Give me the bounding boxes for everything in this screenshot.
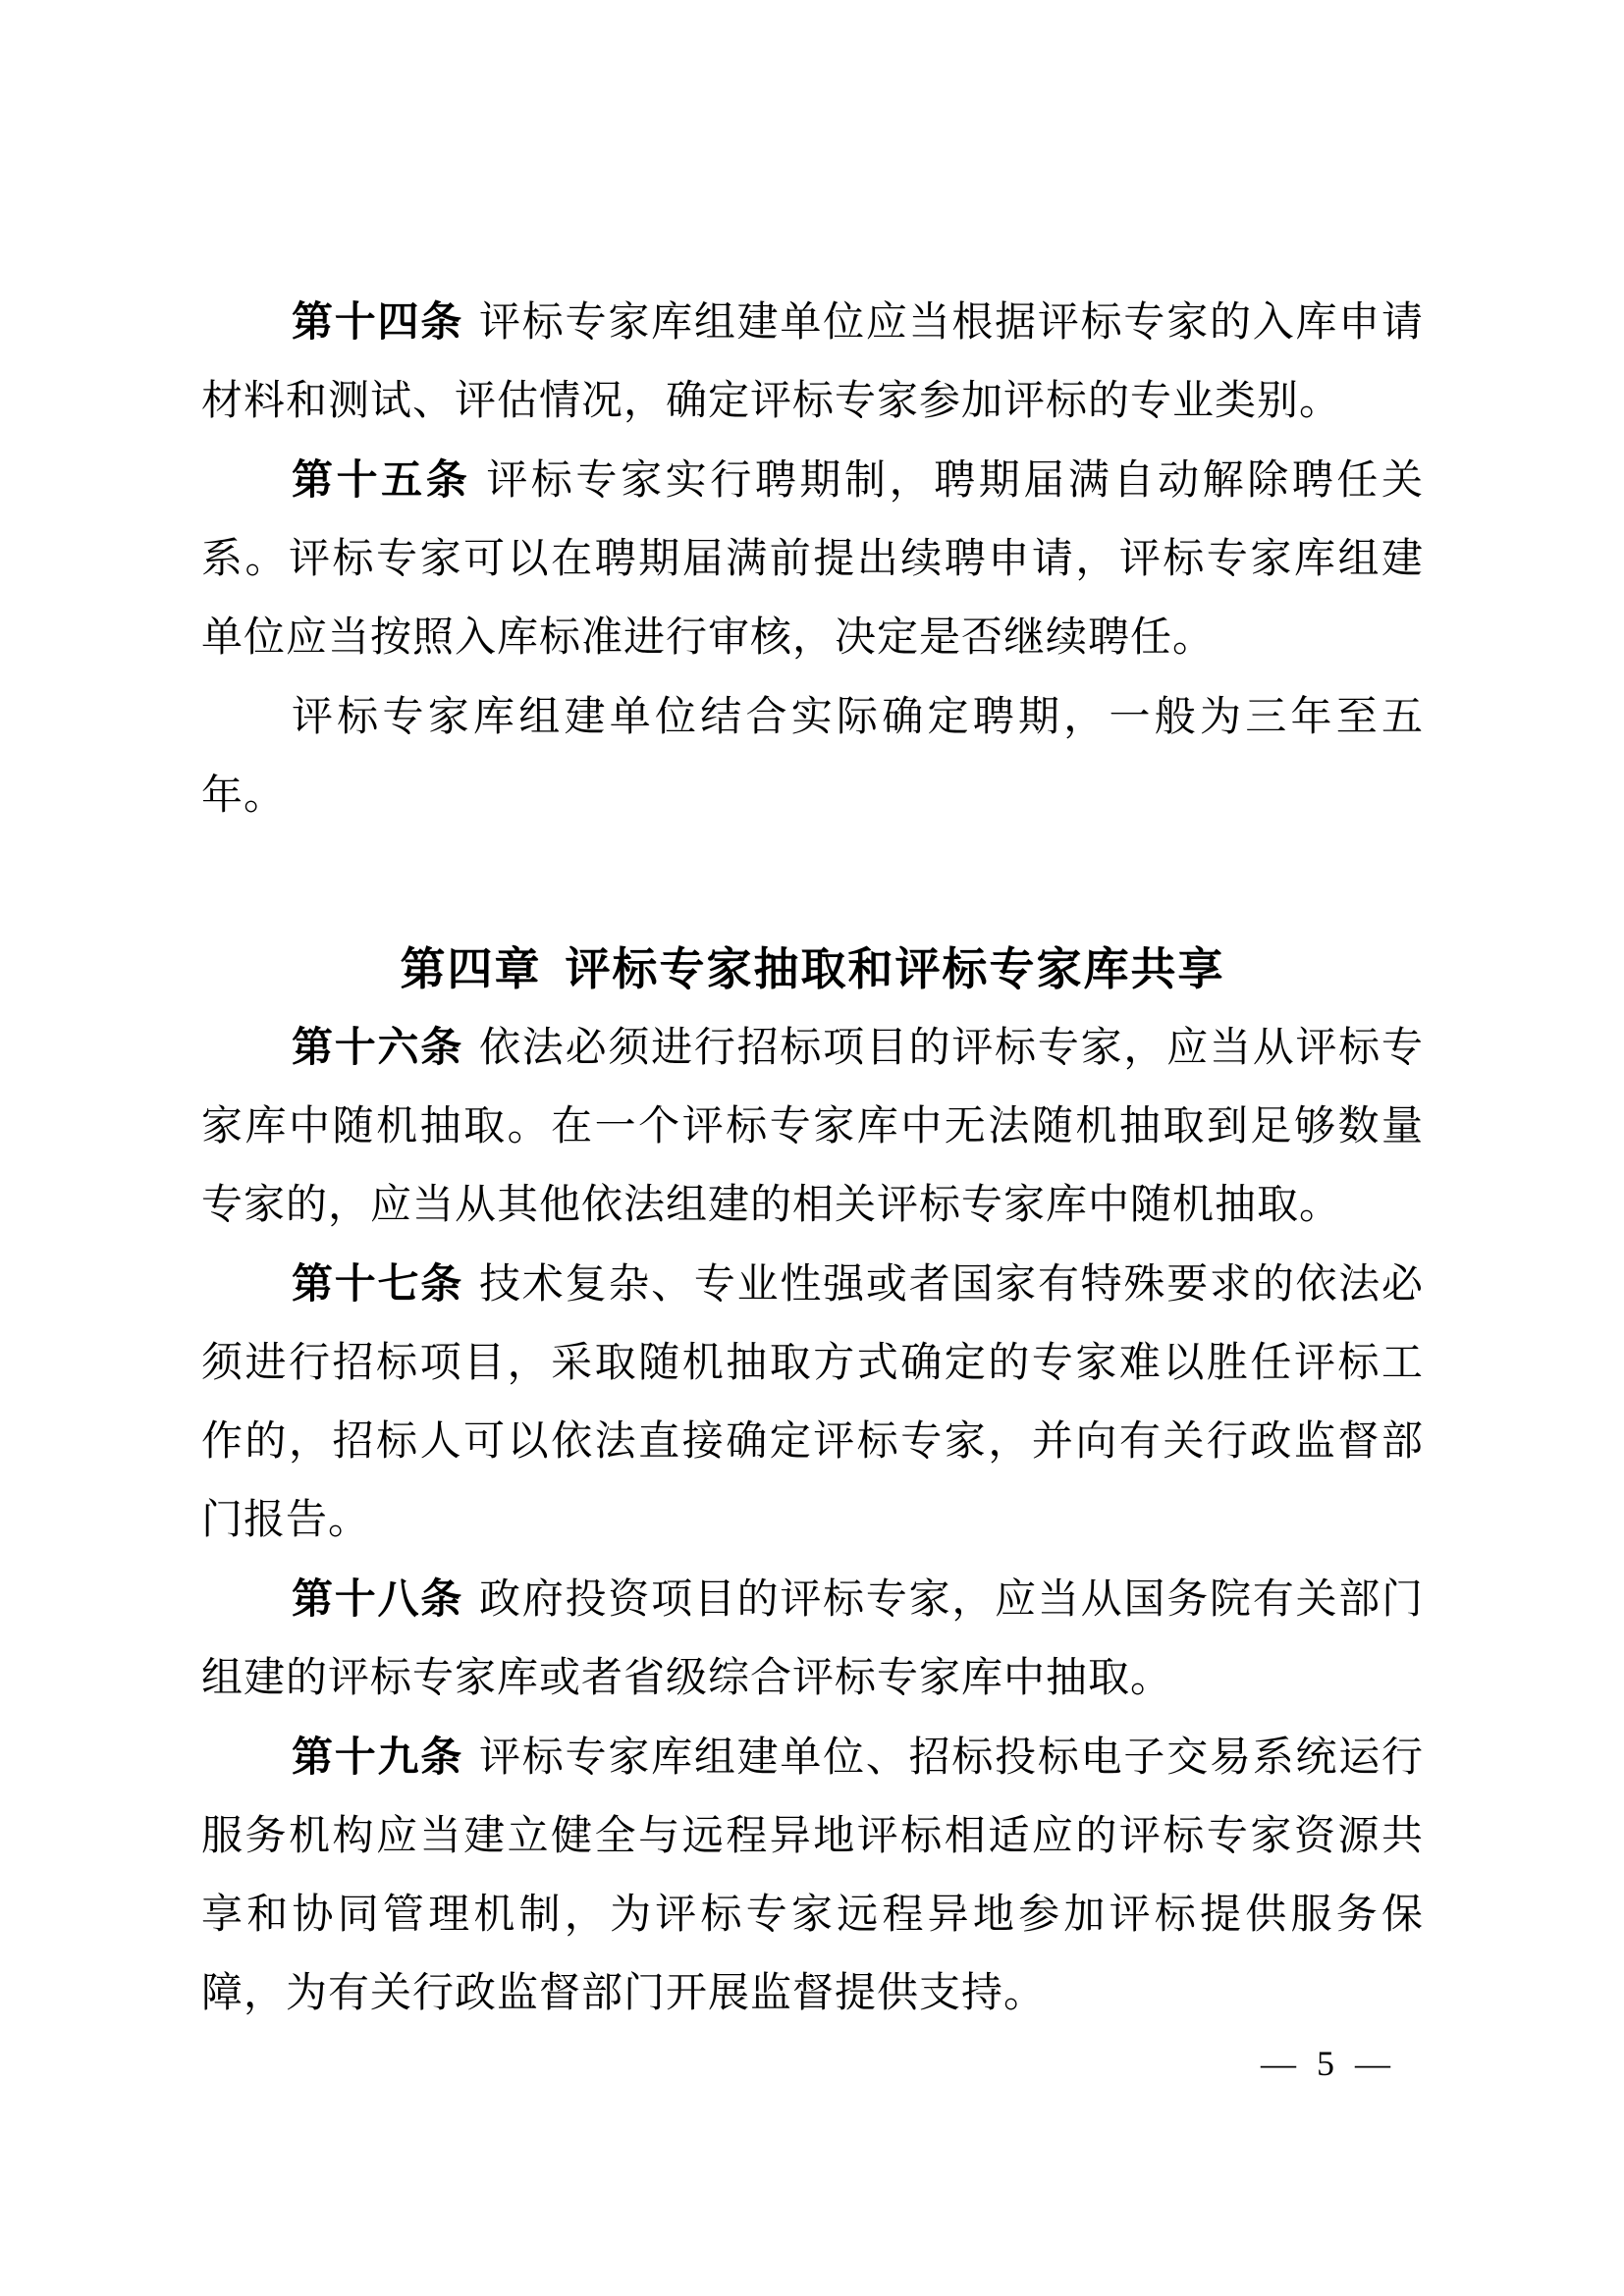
article-15-text: 评标专家实行聘期制，聘期届满自动解除聘任关系。评标专家可以在聘期届满前提出续聘申请，评标专家库组建单位应当按照入库标准进行审核，决定是否继续聘任。 [201, 458, 1424, 661]
article-17-paragraph [201, 1245, 1424, 1560]
article-14-number: 第十四条 [292, 298, 464, 345]
article-15-continuation-paragraph [201, 677, 1424, 835]
article-18-paragraph [201, 1560, 1424, 1718]
article-19-paragraph [201, 1718, 1424, 2033]
article-18-text: 政府投资项目的评标专家，应当从国务院有关部门组建的评标专家库或者省级综合评标专家库中抽取。 [201, 1577, 1424, 1701]
article-18-number: 第十八条 [292, 1575, 464, 1622]
article-15-continuation-text: 评标专家库组建单位结合实际确定聘期，一般为三年至五年。 [201, 695, 1424, 819]
article-16-paragraph [201, 1008, 1424, 1245]
article-17-text: 技术复杂、专业性强或者国家有特殊要求的依法必须进行招标项目，采取随机抽取方式确定的专家难以胜任评标工作的，招标人可以依法直接确定评标专家，并向有关行政监督部门报告。 [201, 1262, 1424, 1543]
article-16-text: 依法必须进行招标项目的评标专家，应当从评标专家库中随机抽取。在一个评标专家库中无法随机抽取到足够数量专家的，应当从其他依法组建的相关评标专家库中随机抽取。 [201, 1026, 1424, 1228]
article-14-paragraph [201, 283, 1424, 441]
chapter-4-title: 评标专家抽取和评标专家库共享 [565, 943, 1225, 994]
article-15-paragraph [201, 441, 1424, 677]
article-19-text: 评标专家库组建单位、招标投标电子交易系统运行服务机构应当建立健全与远程异地评标相适应的评标专家资源共享和协同管理机制，为评标专家远程异地参加评标提供服务保障，为有关行政监督部门开展监督提供支持。 [201, 1735, 1424, 2016]
page-number: — 5 — [1261, 2044, 1396, 2083]
chapter-4-heading [201, 930, 1424, 1008]
document-body [201, 283, 1424, 2033]
article-14-text: 评标专家库组建单位应当根据评标专家的入库申请材料和测试、评估情况，确定评标专家参加评标的专业类别。 [201, 300, 1424, 424]
chapter-4-number: 第四章 [400, 943, 542, 994]
article-19-number: 第十九条 [292, 1734, 464, 1780]
article-16-number: 第十六条 [292, 1024, 464, 1070]
article-17-number: 第十七条 [292, 1260, 464, 1307]
article-15-number: 第十五条 [292, 456, 471, 503]
